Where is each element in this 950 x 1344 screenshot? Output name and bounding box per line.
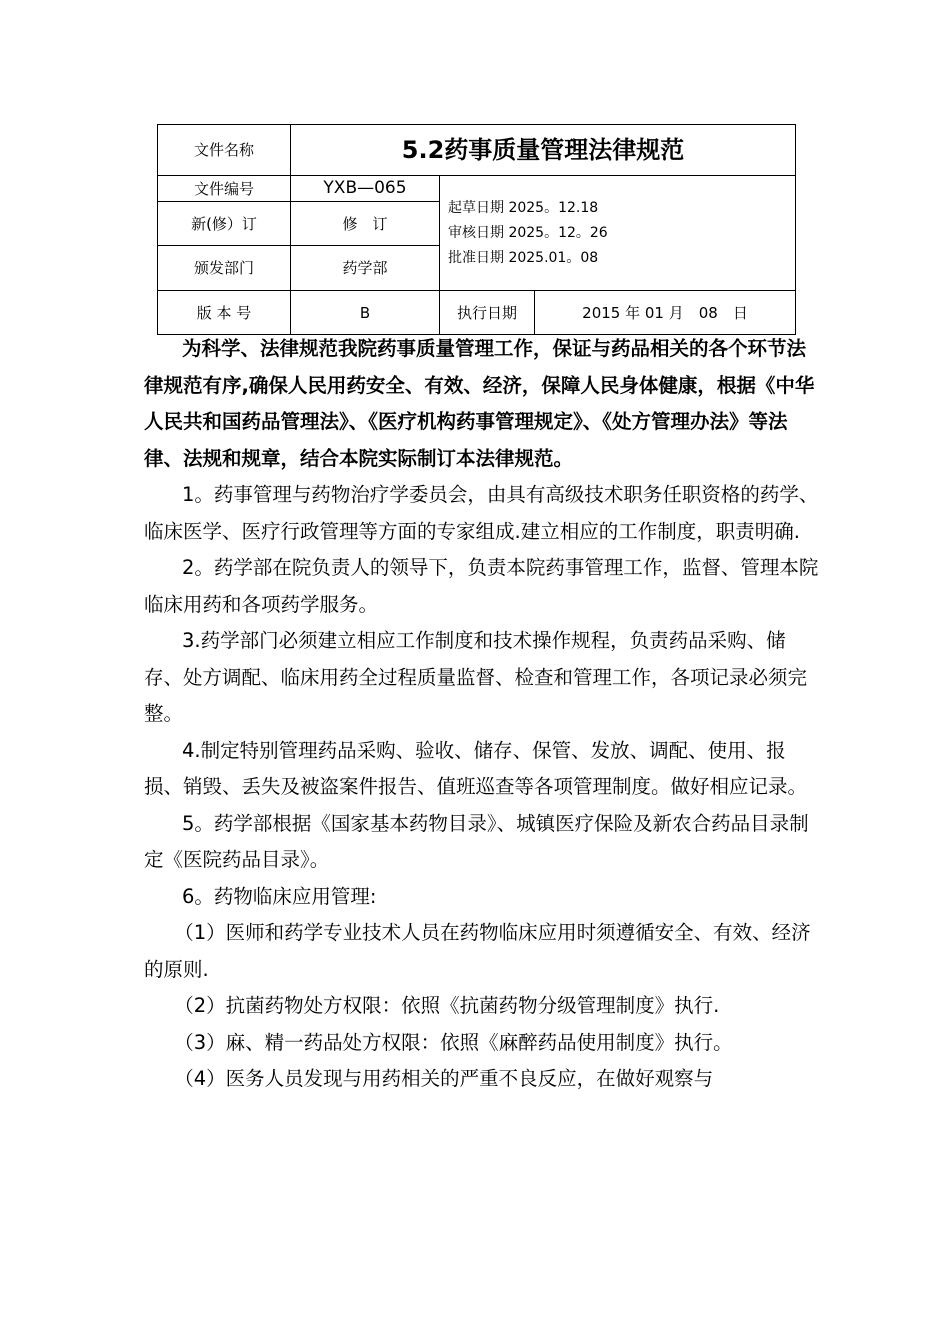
clause-2: 2。药学部在院负责人的领导下，负责本院药事管理工作，监督、管理本院临床用药和各项药学服务。 xyxy=(144,556,819,616)
clause-1: 1。药事管理与药物治疗学委员会，由具有高级技术职务任职资格的药学、临床医学、医疗行政管理等方面的专家组成.建立相应的工作制度，职责明确. xyxy=(144,483,819,543)
version-value: B xyxy=(291,291,440,335)
version-label: 版 本 号 xyxy=(158,291,291,335)
review-date: 审核日期 2025。12。26 xyxy=(448,224,608,241)
approve-date: 批准日期 2025.01。08 xyxy=(448,249,599,266)
document-body xyxy=(144,331,824,1098)
issuing-dept-label: 颁发部门 xyxy=(158,246,291,291)
intro-paragraph: 为科学、法律规范我院药事质量管理工作，保证与药品相关的各个环节法律规范有序,确保人民用药安全、有效、经济，保障人民身体健康，根据《中华人民共和国药品管理法》、《医疗机构药事管理规定》、《处方管理办法》等法律、法规和规章，结合本院实际制订本法律规范。 xyxy=(144,337,815,470)
file-name-label: 文件名称 xyxy=(158,125,291,176)
sub-clause-2: （2）抗菌药物处方权限：依照《抗菌药物分级管理制度》执行. xyxy=(174,994,720,1017)
clause-6: 6。药物临床应用管理: xyxy=(182,884,377,908)
sub-clause-1: （1）医师和药学专业技术人员在药物临床应用时须遵循安全、有效、经济的原则. xyxy=(144,921,811,981)
sub-clause-4: （4）医务人员发现与用药相关的严重不良反应，在做好观察与 xyxy=(174,1067,714,1090)
file-code-value: YXB—065 xyxy=(291,176,440,202)
sub-clause-3: （3）麻、精一药品处方权限：依照《麻醉药品使用制度》执行。 xyxy=(174,1030,733,1054)
revision-label: 新(修）订 xyxy=(158,202,291,246)
revision-value: 修 订 xyxy=(291,202,440,246)
clause-4: 4.制定特别管理药品采购、验收、储存、保管、发放、调配、使用、报损、销毁、丢失及被盗案件报告、值班巡查等各项管理制度。做好相应记录。 xyxy=(144,738,808,798)
clause-3: 3.药学部门必须建立相应工作制度和技术操作规程，负责药品采购、储存、处方调配、临床用药全过程质量监督、检查和管理工作，各项记录必须完整。 xyxy=(144,629,808,725)
file-code-label: 文件编号 xyxy=(158,176,291,202)
issuing-dept-value: 药学部 xyxy=(291,246,440,291)
execution-date-label: 执行日期 xyxy=(440,291,535,335)
execution-date-value: 2015 年 01 月 08 日 xyxy=(535,291,796,335)
document-header-table xyxy=(157,124,796,335)
clause-5: 5。药学部根据《国家基本药物目录》、城镇医疗保险及新农合药品目录制定《医院药品目录》。 xyxy=(144,811,809,871)
draft-date: 起草日期 2025。12.18 xyxy=(448,199,599,216)
date-info-cell xyxy=(440,176,796,291)
document-title: 5.2药事质量管理法律规范 xyxy=(291,125,796,176)
